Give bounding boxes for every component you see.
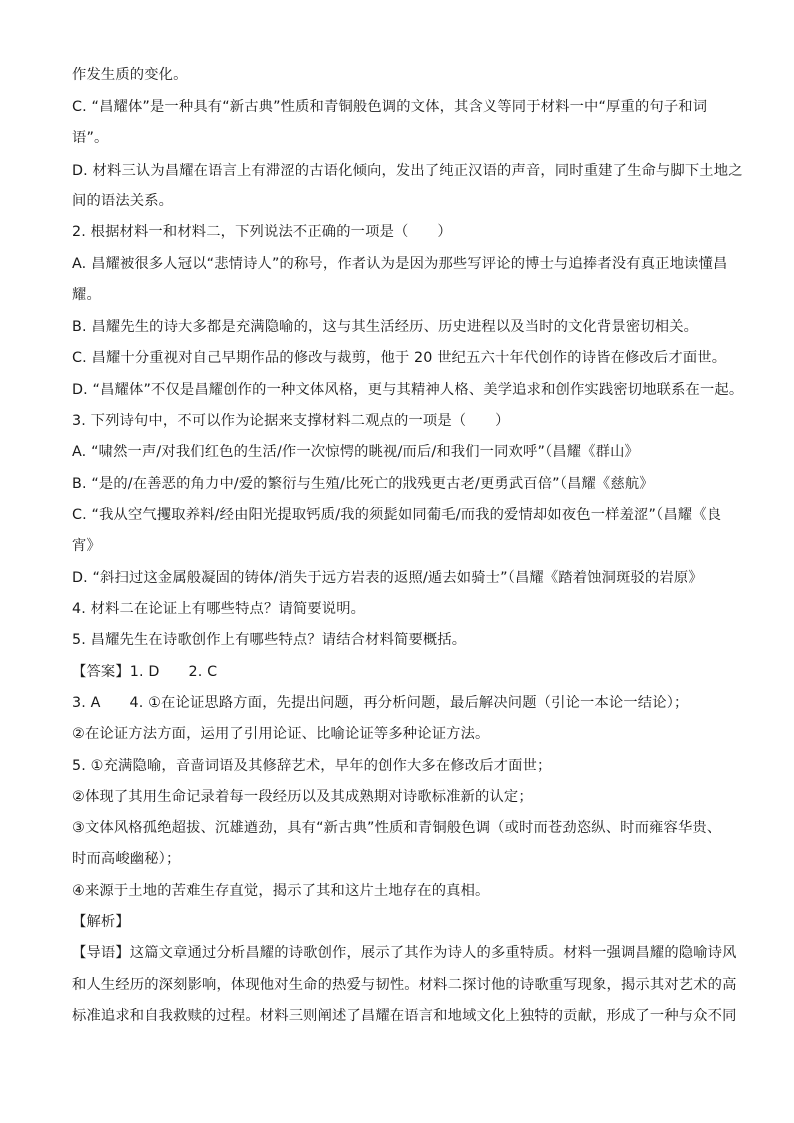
- question-4: 4. 材料二在论证上有哪些特点？请简要说明。: [72, 601, 366, 617]
- answer-line: 5. ①充满隐喻，音啬词语及其修辞艺术，早年的创作大多在修改后才面世；: [72, 758, 552, 774]
- guide-paragraph-line: 【导语】这篇文章通过分析昌耀的诗歌创作，展示了其作为诗人的多重特质。材料一强调昌耀的隐喻诗风: [72, 945, 737, 961]
- text-line: 耀。: [72, 287, 101, 303]
- analysis-heading: 【解析】: [72, 914, 130, 930]
- option-b-text: B. 昌耀先生的诗大多都是充满隐喻的，这与其生活经历、历史进程以及当时的文化背景密切相关。: [72, 319, 699, 335]
- answer-line: ②体现了其用生命记录着每一段经历以及其成熟期对诗歌标准新的认定；: [72, 789, 533, 805]
- option-a-text: A. 昌耀被很多人冠以“悲情诗人”的称号，作者认为是因为那些写评论的博士与追捧者没有真正地读懂昌: [72, 256, 728, 272]
- option-b-text: B. “是的/在善恶的角力中/爱的繁衍与生殖/比死亡的戕残更古老/更勇武百倍”（昌耀《慈航》: [72, 476, 654, 492]
- option-d-text: D. 材料三认为昌耀在语言上有滞涩的古语化倾向，发出了纯正汉语的声音，同时重建了生命与脚下土地之: [72, 163, 743, 179]
- question-5: 5. 昌耀先生在诗歌创作上有哪些特点？请结合材料简要概括。: [72, 632, 467, 648]
- answer-line: 3. A 4. ①在论证思路方面，先提出问题，再分析问题，最后解决问题（引论一本论一结论）；: [72, 695, 689, 711]
- guide-paragraph-line: 标准追求和自我救赎的过程。材料三则阐述了昌耀在语言和地域文化上独特的贡献，形成了一种与众不同: [72, 1008, 737, 1024]
- answer-line: ③文体风格孤绝超拔、沉雄遒劲，具有“新古典”性质和青铜般色调（或时而苍劲恣纵、时而雍容华贵、: [72, 820, 722, 836]
- question-2: 2. 根据材料一和材料二，下列说法不正确的一项是（ ）: [72, 224, 452, 240]
- answer-line: 时而高峻幽秘）；: [72, 851, 181, 867]
- option-c-text: C. “我从空气攫取养料/经由阳光提取钙质/我的须髭如同葡毛/而我的爱情却如夜色一样羞涩”（昌耀《良: [72, 507, 722, 523]
- option-d-text: D. “昌耀体”不仅是昌耀创作的一种文体风格，更与其精神人格、美学追求和创作实践密切地联系在一起。: [72, 382, 744, 398]
- text-line: 语”。: [72, 130, 109, 146]
- option-a-text: A. “啸然一声/对我们红色的生活/作一次惊愕的眺视/而后/和我们一同欢呼”（昌耀《群山》: [72, 444, 639, 460]
- answer-line: ④来源于土地的苦难生存直觉，揭示了其和这片土地存在的真相。: [72, 883, 490, 899]
- answer-heading: 【答案】1. D 2. C: [72, 664, 218, 680]
- option-c-text: C. “昌耀体”是一种具有“新古典”性质和青铜般色调的文体，其含义等同于材料一中“厚重的句子和词: [72, 99, 708, 115]
- question-3: 3. 下列诗句中，不可以作为论据来支撑材料二观点的一项是（ ）: [72, 413, 510, 429]
- text-line: 作发生质的变化。: [72, 67, 188, 83]
- answer-line: ②在论证方法方面，运用了引用论证、比喻论证等多种论证方法。: [72, 726, 490, 742]
- text-line: 宵》: [72, 538, 101, 554]
- guide-paragraph-line: 和人生经历的深刻影响，体现他对生命的热爱与韧性。材料二探讨他的诗歌重写现象，揭示其对艺术的高: [72, 977, 737, 993]
- option-c-text: C. 昌耀十分重视对自己早期作品的修改与裁剪，他于 20 世纪五六十年代创作的诗皆在修改后才面世。: [72, 350, 727, 366]
- option-d-text: D. “斜扫过这金属般凝固的铸体/消失于远方岩表的返照/遁去如骑士”（昌耀《踏着蚀洞斑驳的岩原》: [72, 570, 703, 586]
- text-line: 间的语法关系。: [72, 193, 174, 209]
